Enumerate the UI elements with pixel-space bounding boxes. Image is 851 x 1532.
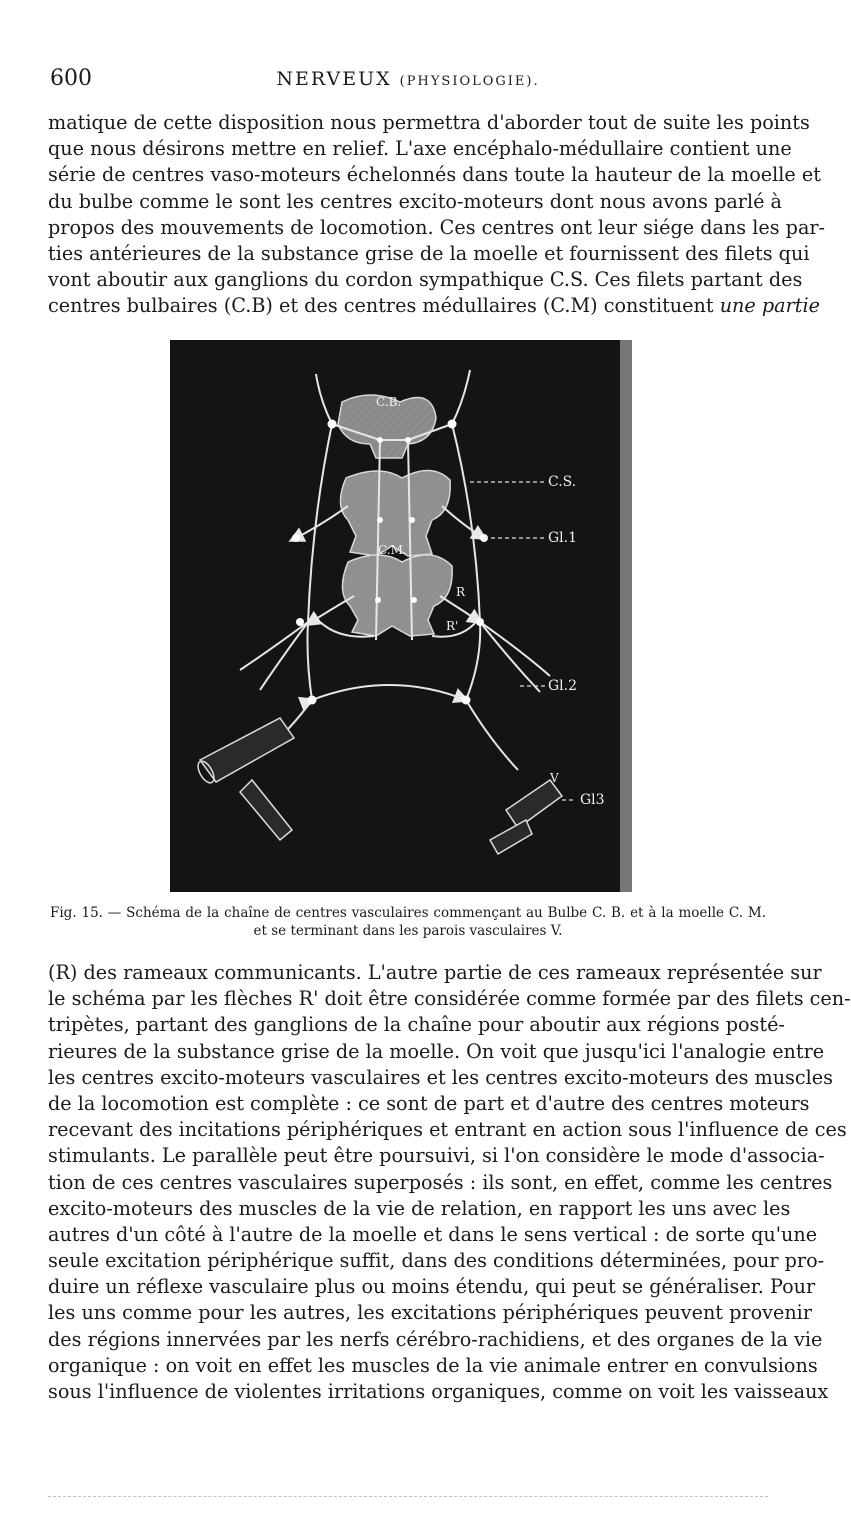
text-line: excito-moteurs des muscles de la vie de relation, en rapport les uns avec les bbox=[48, 1196, 791, 1220]
caption-line: Fig. 15. — Schéma de la chaîne de centres vasculaires commençant au Bulbe C. B. et à la moelle C. M. bbox=[50, 905, 766, 921]
footer-rule bbox=[48, 1496, 768, 1497]
text-line: tripètes, partant des ganglions de la chaîne pour aboutir aux régions posté- bbox=[48, 1013, 785, 1037]
figure-edge bbox=[620, 340, 632, 892]
text-line: les centres excito-moteurs vasculaires et les centres excito-moteurs des muscles bbox=[48, 1065, 833, 1089]
text-line: vont aboutir aux ganglions du cordon sympathique C.S. Ces filets partant des bbox=[48, 268, 803, 292]
text-line: du bulbe comme le sont les centres excito-moteurs dont nous avons parlé à bbox=[48, 189, 782, 213]
text-line: rieures de la substance grise de la moelle. On voit que jusqu'ici l'analogie entre bbox=[48, 1039, 825, 1063]
running-title bbox=[50, 68, 766, 90]
text-line: de la locomotion est complète : ce sont de part et d'autre des centres moteurs bbox=[48, 1091, 810, 1115]
label-cs: C.S. bbox=[548, 474, 577, 490]
label-r: R bbox=[456, 585, 466, 599]
paragraph-top bbox=[48, 110, 826, 320]
label-gl1: Gl.1 bbox=[548, 530, 578, 546]
label-cm: C.M. bbox=[378, 543, 407, 557]
text-line: que nous désirons mettre en relief. L'axe encéphalo-médullaire contient une bbox=[48, 137, 792, 161]
text-line: des régions innervées par les nerfs cérébro-rachidiens, et des organes de la vie bbox=[48, 1327, 823, 1351]
text-line: tion de ces centres vasculaires superposés : ils sont, en effet, comme les centres bbox=[48, 1170, 833, 1194]
text-line: propos des mouvements de locomotion. Ces centres ont leur siége dans les par- bbox=[48, 215, 826, 239]
text-line: duire un réflexe vasculaire plus ou moins étendu, qui peut se généraliser. Pour bbox=[48, 1275, 816, 1299]
label-cb: C.B. bbox=[376, 395, 402, 409]
label-gl2: Gl.2 bbox=[548, 678, 578, 694]
text-line: le schéma par les flèches R' doit être considérée comme formée par des filets cen- bbox=[48, 987, 851, 1011]
text-line: (R) des rameaux communicants. L'autre partie de ces rameaux représentée sur bbox=[48, 961, 822, 984]
text-line: série de centres vaso-moteurs échelonnés dans toute la hauteur de la moelle et bbox=[48, 163, 821, 187]
text-line: seule excitation périphérique suffit, dans des conditions déterminées, pour pro- bbox=[48, 1249, 825, 1273]
text-line-with-emphasis bbox=[48, 293, 820, 319]
text-line: stimulants. Le parallèle peut être poursuivi, si l'on considère le mode d'associa- bbox=[48, 1144, 825, 1168]
label-v: V bbox=[550, 771, 559, 785]
text-line: ties antérieures de la substance grise de la moelle et fournissent des filets qui bbox=[48, 241, 810, 265]
text-line: les uns comme pour les autres, les excitations périphériques peuvent provenir bbox=[48, 1301, 812, 1325]
running-title-sub: (PHYSIOLOGIE). bbox=[399, 74, 540, 89]
figure-vascular-centres-schema bbox=[170, 340, 632, 892]
page-number: 600 bbox=[50, 66, 92, 91]
text-line-part: centres bulbaires (C.B) et des centres médullaires (C.M) constituent bbox=[48, 294, 714, 318]
label-gl3: Gl3 bbox=[580, 792, 605, 808]
figure-caption bbox=[50, 904, 766, 940]
page-header bbox=[50, 66, 766, 100]
text-line: recevant des incitations périphériques et entrant en action sous l'influence de ces bbox=[48, 1118, 847, 1142]
text-line: sous l'influence de violentes irritations organiques, comme on voit les vaisseaux bbox=[48, 1380, 829, 1403]
text-line: autres d'un côté à l'autre de la moelle et dans le sens vertical : de sorte qu'une bbox=[48, 1222, 818, 1246]
label-r-prime: R' bbox=[446, 619, 459, 633]
paragraph-bottom bbox=[48, 960, 851, 1405]
running-title-main: NERVEUX bbox=[276, 68, 392, 90]
schema-illustration bbox=[170, 340, 632, 892]
emphasis-text: une partie bbox=[719, 294, 820, 318]
text-line: organique : on voit en effet les muscles de la vie animale entrer en convulsions bbox=[48, 1353, 818, 1377]
caption-line: et se terminant dans les parois vasculaires V. bbox=[253, 923, 563, 939]
text-line: matique de cette disposition nous permettra d'aborder tout de suite les points bbox=[48, 111, 810, 134]
